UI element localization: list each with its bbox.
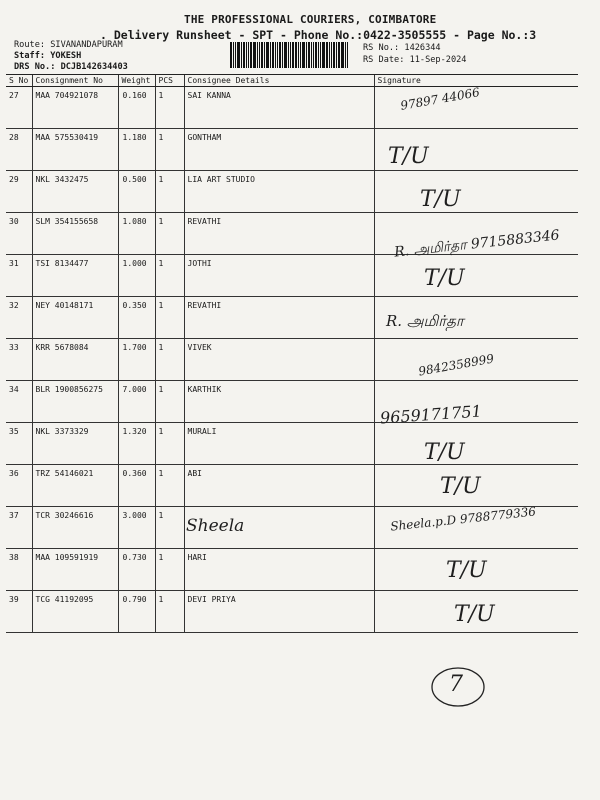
consignee-cell: JOTHI [184, 255, 374, 297]
serial-number-cell: 30 [6, 213, 32, 255]
weight-cell: 0.500 [118, 171, 155, 213]
page-mark-number: 7 [449, 672, 463, 697]
barcode-bar [282, 42, 283, 68]
signature-cell [374, 171, 578, 213]
barcode-bar [322, 42, 325, 68]
pcs-cell: 1 [155, 87, 184, 129]
pcs-cell: 1 [155, 423, 184, 465]
handwritten-signature: 9659171751 [379, 401, 483, 428]
handwritten-signature: R. அமிர்தா [386, 312, 464, 330]
handwritten-signature: T/U [424, 266, 465, 291]
table-row [6, 465, 578, 507]
consignee-cell: HARI [184, 549, 374, 591]
barcode-bar [295, 42, 297, 68]
barcode-bar [266, 42, 269, 68]
consignment-number-cell: MAA 109591919 [32, 549, 118, 591]
barcode-bar [329, 42, 330, 68]
consignment-number-cell: SLM 354155658 [32, 213, 118, 255]
pcs-cell: 1 [155, 213, 184, 255]
runsheet-subtitle: . Delivery Runsheet - SPT - Phone No.:0422-3505555 - Page No.:3 [100, 28, 537, 42]
consignee-cell: ABI [184, 465, 374, 507]
consignment-number-cell: KRR 5678084 [32, 339, 118, 381]
barcode-bar [318, 42, 319, 68]
barcode-bar [338, 42, 340, 68]
barcode-bar [336, 42, 337, 68]
consignment-number-cell: NKL 3373329 [32, 423, 118, 465]
column-header: Consignment No [32, 75, 118, 87]
barcode-bar [300, 42, 301, 68]
consignee-cell: SAI KANNA [184, 87, 374, 129]
barcode-bar [345, 42, 346, 68]
column-header: S No [6, 75, 32, 87]
table-row [6, 297, 578, 339]
pcs-cell: 1 [155, 171, 184, 213]
pcs-cell: 1 [155, 591, 184, 633]
consignment-number-cell: TCR 30246616 [32, 507, 118, 549]
barcode-bar [326, 42, 328, 68]
barcode [230, 42, 358, 68]
barcode-bar [306, 42, 307, 68]
handwritten-signature: T/U [446, 558, 487, 583]
barcode-bar [341, 42, 344, 68]
handwritten-signature: R. அமிர்தா 9715883346 [393, 227, 561, 261]
table-row [6, 423, 578, 465]
consignee-cell: MURALI [184, 423, 374, 465]
barcode-bar [284, 42, 287, 68]
barcode-bar [243, 42, 245, 68]
barcode-bar [308, 42, 310, 68]
handwritten-signature: T/U [454, 602, 495, 627]
barcode-bar [275, 42, 276, 68]
handwritten-signature: 9842358999 [417, 351, 495, 379]
barcode-bar [272, 42, 274, 68]
consignment-number-cell: TCG 41192095 [32, 591, 118, 633]
column-header: Signature [374, 75, 578, 87]
barcode-bar [230, 42, 232, 68]
handwritten-signature: T/U [440, 474, 481, 499]
barcode-bar [347, 42, 348, 68]
serial-number-cell: 28 [6, 129, 32, 171]
handwritten-signature: Sheela.p.D 9788779336 [389, 504, 537, 534]
table-row [6, 171, 578, 213]
consignee-cell: REVATHI [184, 297, 374, 339]
barcode-bar [248, 42, 249, 68]
barcode-bar [311, 42, 312, 68]
consignment-number-cell: MAA 704921078 [32, 87, 118, 129]
barcode-bar [264, 42, 265, 68]
barcode-bar [250, 42, 252, 68]
rs-date: RS Date: 11-Sep-2024 [363, 55, 467, 65]
barcode-bar [253, 42, 256, 68]
barcode-bar [331, 42, 332, 68]
handwritten-signature: T/U [388, 144, 429, 169]
pcs-cell: 1 [155, 507, 184, 549]
signature-cell [374, 423, 578, 465]
consignment-number-cell: TSI 8134477 [32, 255, 118, 297]
company-title: THE PROFESSIONAL COURIERS, COIMBATORE [184, 13, 437, 26]
serial-number-cell: 36 [6, 465, 32, 507]
rs-number: RS No.: 1426344 [363, 43, 441, 53]
weight-cell: 1.700 [118, 339, 155, 381]
pcs-cell: 1 [155, 549, 184, 591]
pcs-cell: 1 [155, 381, 184, 423]
serial-number-cell: 29 [6, 171, 32, 213]
barcode-bar [290, 42, 291, 68]
barcode-bar [279, 42, 281, 68]
barcode-bar [298, 42, 299, 68]
column-header: Consignee Details [184, 75, 374, 87]
barcode-bar [288, 42, 289, 68]
table-row [6, 129, 578, 171]
consignment-number-cell: BLR 1900856275 [32, 381, 118, 423]
serial-number-cell: 39 [6, 591, 32, 633]
weight-cell: 0.360 [118, 465, 155, 507]
table-row [6, 87, 578, 129]
barcode-bar [241, 42, 242, 68]
consignee-cell: LIA ART STUDIO [184, 171, 374, 213]
table-row [6, 381, 578, 423]
serial-number-cell: 27 [6, 87, 32, 129]
pcs-cell: 1 [155, 339, 184, 381]
consignee-cell: GONTHAM [184, 129, 374, 171]
weight-cell: 1.180 [118, 129, 155, 171]
consignment-number-cell: NEY 40148171 [32, 297, 118, 339]
barcode-bar [270, 42, 271, 68]
pcs-cell: 1 [155, 129, 184, 171]
weight-cell: 0.160 [118, 87, 155, 129]
consignee-cell: KARTHIK [184, 381, 374, 423]
barcode-bar [237, 42, 240, 68]
handwritten-signature: T/U [420, 187, 461, 212]
consignee-cell: DEVI PRIYA [184, 591, 374, 633]
pcs-cell: 1 [155, 255, 184, 297]
column-header: PCS [155, 75, 184, 87]
handwritten-consignee: Sheela [186, 516, 245, 536]
barcode-bar [277, 42, 278, 68]
barcode-bar [246, 42, 247, 68]
pcs-cell: 1 [155, 465, 184, 507]
barcode-bar [320, 42, 321, 68]
weight-cell: 3.000 [118, 507, 155, 549]
consignee-cell: VIVEK [184, 339, 374, 381]
barcode-bar [259, 42, 260, 68]
table-row [6, 255, 578, 297]
barcode-bar [233, 42, 234, 68]
barcode-bar [302, 42, 305, 68]
weight-cell: 1.080 [118, 213, 155, 255]
consignment-number-cell: NKL 3432475 [32, 171, 118, 213]
weight-cell: 1.320 [118, 423, 155, 465]
barcode-bar [292, 42, 294, 68]
weight-cell: 1.000 [118, 255, 155, 297]
serial-number-cell: 32 [6, 297, 32, 339]
consignment-number-cell: MAA 575530419 [32, 129, 118, 171]
handwritten-signature: T/U [424, 440, 465, 465]
barcode-bar [315, 42, 317, 68]
serial-number-cell: 37 [6, 507, 32, 549]
serial-number-cell: 34 [6, 381, 32, 423]
barcode-bar [261, 42, 263, 68]
drs-number: DRS No.: DCJB142634403 [14, 62, 128, 72]
route-label: Route: SIVANANDAPURAM [14, 40, 123, 50]
pcs-cell: 1 [155, 297, 184, 339]
handwritten-signature: 97897 44066 [399, 85, 481, 113]
serial-number-cell: 33 [6, 339, 32, 381]
barcode-bar [333, 42, 335, 68]
consignee-cell: REVATHI [184, 213, 374, 255]
serial-number-cell: 38 [6, 549, 32, 591]
serial-number-cell: 35 [6, 423, 32, 465]
barcode-bar [235, 42, 236, 68]
serial-number-cell: 31 [6, 255, 32, 297]
weight-cell: 7.000 [118, 381, 155, 423]
weight-cell: 0.790 [118, 591, 155, 633]
column-header: Weight [118, 75, 155, 87]
barcode-bar [257, 42, 258, 68]
weight-cell: 0.350 [118, 297, 155, 339]
consignment-number-cell: TRZ 54146021 [32, 465, 118, 507]
weight-cell: 0.730 [118, 549, 155, 591]
staff-label: Staff: YOKESH [14, 51, 82, 61]
table-header-row [6, 75, 578, 87]
table-row [6, 549, 578, 591]
barcode-bar [313, 42, 314, 68]
